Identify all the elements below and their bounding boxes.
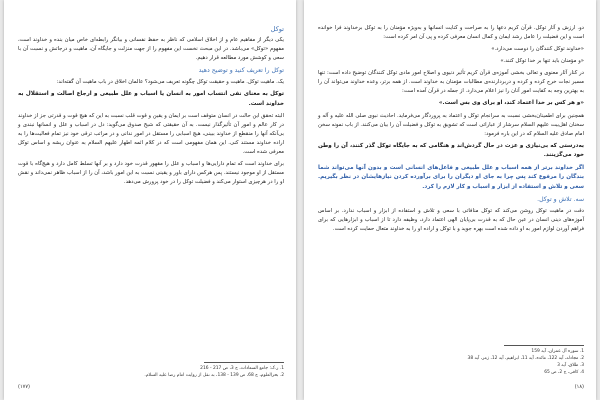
verse-quote: «و مؤمنان باید تنها بر خدا توکل کنند.» — [500, 58, 584, 64]
definition-intro: یک. ماهیت توکل. ماهیت و حقیقت توکل چگونه تعریف می‌شود؟ عالمان اخلاق در باب ماهیت آن گفته‌اند: — [56, 79, 284, 85]
definition-statement: توکل به معنای نفی انتساب امور به انسان یا اسباب و علل طبیعی و ارجاع اصالت و استقلال به خداوند است. — [18, 91, 284, 107]
page-number: (۱۷۷) — [18, 384, 30, 390]
body-paragraph: برای خداوند است که تمام دارایی‌ها و اسباب و علل را مقهور قدرت خود دارد و بر آنها تسلط کامل دارد و هیچ‌گاه با قوت مستقل از او موجود نیستند. پس هرکس دارای باور و یقینی نسبت به این امور باشد، آن را از اسباب ظاهر نمی‌داند و نقش او را در هرچیزی استوار می‌کند و فضیلت توکل را در خود پرورش می‌دهد. — [18, 161, 284, 185]
footnote: 2. مجادله، آیه 122، مائده، آیه 11، ابراهیم، آیه 12، زمر، آیه 38 — [467, 356, 584, 361]
page-number: (۱۸) — [574, 384, 584, 390]
left-page-content — [18, 24, 284, 190]
body-paragraph: همچنین برای اطمینان‌بخشی نسبت به سرانجام توکل و اعتماد به پروردگار می‌فرماید. احادیث نبوی صلی الله علیه و آله و سخنان اهل‌بیت علیهم السلام سرشار از عباراتی است که تشویق به توکل و فضیلت آن را بیان می‌کنند. از باب نمونه سخن امام صادق علیه السلام که در این باره فرمود: — [318, 112, 584, 137]
footnote: 1. سوره آل عمران، آیه 159 — [531, 349, 584, 354]
verse-highlight: «و هر کس بر خدا اعتماد کند، او برای وی بس است.» — [438, 100, 584, 106]
footnote-divider — [504, 345, 584, 346]
footnote: 2. بحرالعلوم، ج 68، ص 139 - 138، به نقل از روایت امام رضا علیه السلام. — [144, 373, 284, 378]
section-heading: توکل را تعریف کنید و توضیح دهید — [198, 67, 284, 74]
left-page — [4, 0, 296, 400]
verse-quote: «خداوند توکل کنندگان را دوست می‌دارد.» — [491, 46, 584, 52]
chapter-title: توکل — [270, 25, 284, 33]
hadith-quote: به‌درستی که بی‌نیازی و عزت در حال گردش‌اند و هنگامی که به جایگاه توکل گذر کنند، آن را وطن خود می‌گزینند. — [318, 142, 584, 158]
footnote: 1. ر.ک: جامع السعادات، ج 3، ص 217 - 216 — [200, 366, 284, 371]
footnotes — [318, 348, 584, 376]
footnotes — [18, 365, 284, 379]
footnote: 4. کافی، ج 2، ص 65 — [544, 370, 584, 375]
body-paragraph: دقت در ماهیت توکل روشن می‌کند که توکل منافاتی با سعی و تلاش و استفاده از ابزار و اسباب ندارد. بر اساس آموزه‌های دینی انسان در عین حال که به قدرت بی‌پایان الهی اعتماد دارد، وظیفه دارد تا از اسباب و ابزارهایی که برای فراهم آوردن لوازم امور به او داده شده است بهره جوید و با توکل و اراده او را به خداوند متعال حمایت کرده است. — [318, 208, 584, 232]
body-paragraph: در کنار آثار معنوی و تعالی بخشی آموزه‌ی قرآن کریم تأثیر دنیوی و اصلاح امور مادی توکل کنندگان توضیح داده است: تنها مسیر نجات خرج کرده و کرده و دربردارنده‌ی مطالبات مؤمنان به خداوند است. از همه برتر، وعده خداوند می‌تواند آن را به بهترین وجه به کفایت امور آنان را نیز اعلام می‌دارد. از جمله در قرآن آمده است: — [318, 70, 584, 94]
value-intro-paragraph: دو. ارزش و آثار توکل. قرآن کریم دعها را به صراحت و کنایت انسانها و به‌ویژه مؤمنان را به توکل برخداوند فرا خوانده است و این فضیلت را عامل رشد ایمان و کمال انسان معرفی کرده و پی آن امر کرده است: — [318, 25, 584, 40]
right-page — [304, 0, 596, 400]
footnote: 3. طلاق، آیه 3 — [557, 363, 584, 368]
section-subheading: سه. تلاش و توکل. — [537, 196, 584, 203]
intro-paragraph: یکی دیگر از مفاهیم عام و از اخلاق اسلامی که ناظر به حفظ نفسانی و بیانگر رابطه‌ای خاص میان بنده و خداوند است، مفهوم «توکل» می‌باشد. در این مبحث نخست این مفهوم را از جهت منزلت و جایگاه آن، ماهیت و درجاتش و نسبت آن با سعی و کوشش مورد مطالعه قرار دهیم. — [18, 37, 284, 61]
body-paragraph: البته تحقق این حالت در انسان متوقف است بر ایمان و یقین و قوت قلب نسبت به این که هیچ قوت و قدرتی جز از خداوند در کار عالم و امور آن تأثیرگذار نیست. به آن حقیقتی که شیخ صدوق می‌گوید: دل در اسباب و علل و انسانها نبندی و بی‌آنکه آنها را منقطع از خداوند ببینی، هیچ اسبابی را مستقل در امور ندانی و در مراتب ترقی خود نیز تمام فعالیت‌ها را به اراده خداوند مستند کنی. این همان مفهومی است که در کلام ائمه اطهار علیهم السلام به عنوان ریشه و اساس توکل معرفی شده است. — [18, 113, 284, 155]
highlighted-paragraph: اگر خداوند برتر از همه اسباب و علل طبیعی و فاعل‌های انسانی است و بدون آنها می‌تواند شما بندگان را مرفوع کند پس چرا به جای او دیگران را برای برآورده کردن نیازهایشان در نظر بگیریم. سعی و تلاش و استفاده از ابزار و اسباب و کار لازم را کرد. — [318, 164, 584, 190]
footnote-divider — [204, 362, 284, 363]
right-page-content — [318, 24, 584, 237]
